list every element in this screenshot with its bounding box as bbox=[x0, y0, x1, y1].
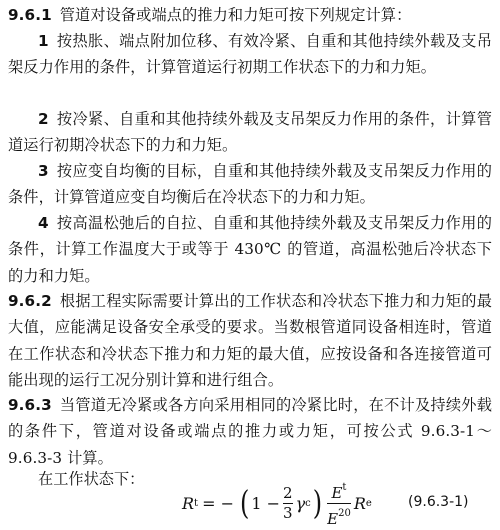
section-number: 9.6.3 bbox=[8, 396, 52, 414]
formula-lhs: R bbox=[182, 493, 195, 513]
section-number: 9.6.1 bbox=[8, 6, 52, 24]
item-number: 4 bbox=[38, 214, 49, 232]
equation-number: (9.6.3-1) bbox=[408, 494, 469, 510]
e-den-sup: 20 bbox=[338, 507, 351, 519]
formula-gamma: γ bbox=[295, 493, 306, 513]
item-number: 1 bbox=[38, 32, 49, 50]
formula-equals: = − bbox=[202, 493, 234, 513]
section-9-6-3 bbox=[8, 392, 492, 471]
frac-bar bbox=[327, 503, 351, 504]
section-text: 当管道无冷紧或各方向采用相同的冷紧比时，在不计及持续外载的条件下，管道对设备或端点的推力或力矩，可按公式 9.6.3-1～9.6.3-3 计算。 bbox=[8, 396, 492, 467]
section-text: 根据工程实际需要计算出的工作状态和冷状态下推力和力矩的最大值，应能满足设备安全承受的要求。当数根管道同设备相连时，管道在工作状态和冷状态下推力和力矩的最大值，应按设备和各连接管道可能出现的运行工况分别计算和进行组合。 bbox=[8, 292, 492, 389]
list-item-3 bbox=[8, 158, 492, 211]
list-item-2 bbox=[8, 106, 492, 159]
formula-9-6-3-1 bbox=[182, 481, 372, 528]
frac-denominator: 3 bbox=[283, 503, 293, 522]
item-text: 按高温松弛后的自拉、自重和其他持续外载及支吊架反力作用的条件，计算工作温度大于或等于 430℃ 的管道，高温松弛后冷状态下的力和力矩。 bbox=[8, 214, 492, 285]
item-text: 按热胀、端点附加位移、有效冷紧、自重和其他持续外载及支吊架反力作用的条件，计算管道运行初期工作状态下的力和力矩。 bbox=[8, 32, 492, 77]
section-9-6-1 bbox=[8, 2, 492, 28]
item-number: 2 bbox=[38, 110, 49, 128]
section-text: 管道对设备或端点的推力和力矩可按下列规定计算： bbox=[59, 6, 412, 24]
list-item-1 bbox=[8, 28, 492, 81]
formula-one-minus: 1 − bbox=[251, 493, 281, 513]
e-den: E bbox=[327, 509, 339, 528]
fraction-two-thirds bbox=[283, 483, 293, 522]
paren-close: ) bbox=[312, 484, 323, 522]
list-item-4 bbox=[8, 210, 492, 289]
item-number: 3 bbox=[38, 162, 49, 180]
section-number: 9.6.2 bbox=[8, 292, 52, 310]
fraction-e-ratio bbox=[327, 480, 351, 527]
work-state-label: 在工作状态下： bbox=[38, 470, 145, 488]
item-text: 按应变自均衡的目标，自重和其他持续外载及支吊架反力作用的条件，计算管道应变自均衡后在冷状态下的力和力矩。 bbox=[8, 162, 492, 207]
formula-r-sub: e bbox=[365, 497, 372, 509]
frac-numerator: 2 bbox=[283, 483, 293, 502]
e-num-sup: t bbox=[342, 481, 347, 493]
section-9-6-2 bbox=[8, 288, 492, 393]
e-num: E bbox=[331, 483, 343, 502]
formula-gamma-sub: c bbox=[305, 497, 311, 509]
formula-r: R bbox=[353, 493, 366, 513]
item-text: 按冷紧、自重和其他持续外载及支吊架反力作用的条件，计算管道运行初期冷状态下的力和力矩。 bbox=[8, 110, 492, 155]
formula-lhs-sup: t bbox=[194, 497, 199, 509]
paren-open: ( bbox=[239, 484, 250, 522]
